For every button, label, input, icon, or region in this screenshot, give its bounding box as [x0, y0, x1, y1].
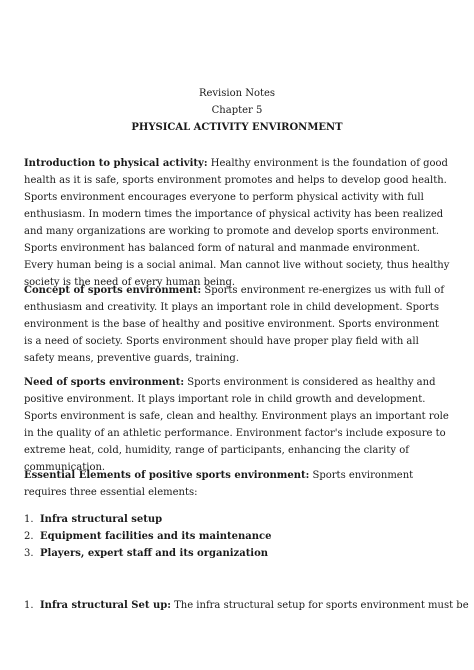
essential-elements-list — [24, 511, 450, 562]
section-essential-heading: Essential Elements of positive sports environment: — [24, 470, 310, 481]
header-revision-notes: Revision Notes — [198, 88, 276, 99]
header-chapter: Chapter 5 — [211, 105, 263, 116]
list-item-text: The infra structural setup for sports environment must be — [170, 600, 469, 611]
list-item-number: 3. — [24, 548, 34, 559]
list-item — [24, 511, 450, 528]
section-introduction — [24, 155, 450, 291]
header-title: PHYSICAL ACTIVITY ENVIRONMENT — [131, 122, 343, 133]
section-essential-elements — [24, 467, 450, 501]
section-essential-body: Sports environment requires three essential elements: — [24, 470, 414, 498]
detail-list — [24, 597, 469, 614]
list-item-label: Players, expert staff and its organization — [40, 548, 269, 559]
list-item-number: 1. — [24, 514, 34, 525]
list-item-number: 1. — [24, 600, 34, 611]
list-item — [24, 597, 469, 614]
list-item-label: Infra structural setup — [40, 514, 163, 525]
list-item — [24, 545, 450, 562]
list-item — [24, 528, 450, 545]
section-introduction-body: Healthy environment is the foundation of good health as it is safe, sports environment promotes and helps to develop good health. Sports environment encourages everyone to perform physical activity with full enthusiasm. In modern times the importance of physical activity has been realized and many organizations are working to promote and develop sports environment. Sports environment has balanced form of natural and manmade environment. Every human being is a social animal. Man cannot live without society, thus healthy society is the need of every human being. — [24, 158, 450, 288]
document-header — [0, 85, 474, 136]
section-introduction-heading: Introduction to physical activity: — [24, 158, 208, 169]
section-need — [24, 374, 450, 476]
section-concept-heading: Concept of sports environment: — [24, 285, 202, 296]
section-concept — [24, 282, 450, 367]
list-item-label: Equipment facilities and its maintenance — [40, 531, 272, 542]
list-item-label: Infra structural Set up: — [40, 600, 171, 611]
section-concept-body: Sports environment re-energizes us with full of enthusiasm and creativity. It plays an important role in child development. Sports environment is the base of healthy and positive environment. Sports environment is a need of society. Sports environment should have proper play field with all safety means, preventive guards, training. — [24, 285, 445, 364]
list-item-number: 2. — [24, 531, 34, 542]
section-need-heading: Need of sports environment: — [24, 377, 185, 388]
section-need-body: Sports environment is considered as healthy and positive environment. It plays important role in child growth and development. Sports environment is safe, clean and healthy. Environment plays an important role in the quality of an athletic performance. Environment factor's include exposure to extreme heat, cold, humidity, range of participants, enhancing the clarity of communication. — [24, 377, 449, 473]
